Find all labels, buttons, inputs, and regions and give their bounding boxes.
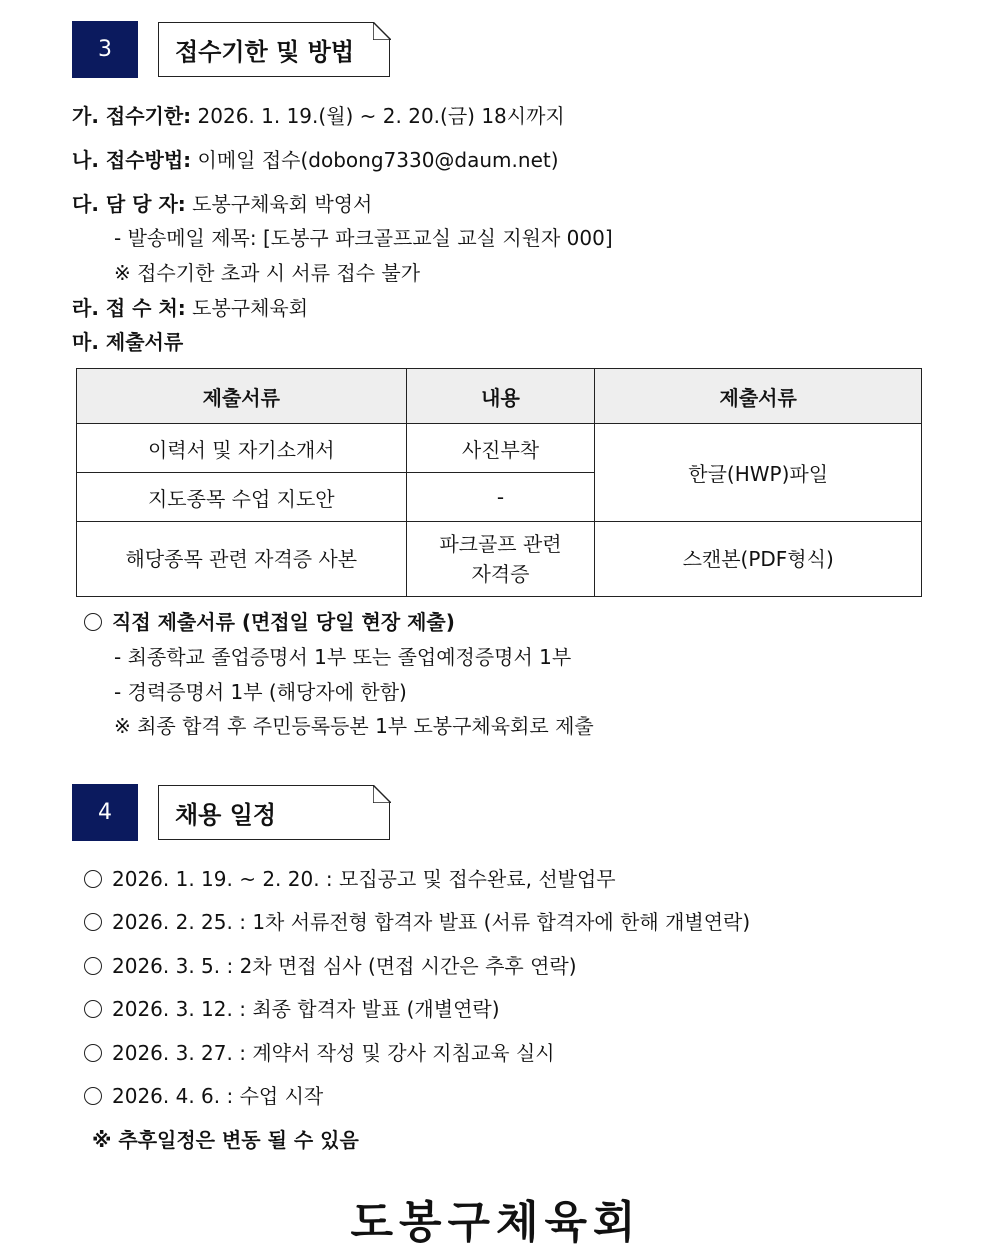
organization-footer: 도봉구체육회 — [350, 1197, 642, 1248]
table-row — [77, 424, 922, 473]
method-line — [72, 144, 559, 173]
circle-bullet-icon — [84, 870, 102, 888]
table-cell-document: 지도종목 수업 지도안 — [77, 473, 407, 522]
table-cell-format-shared: 한글(HWP)파일 — [595, 424, 922, 522]
circle-bullet-icon — [84, 913, 102, 931]
direct-submission-title — [84, 606, 455, 635]
schedule-item-text: 2026. 4. 6. : 수업 시작 — [112, 1084, 324, 1108]
content-line-2: 자격증 — [471, 562, 530, 586]
schedule-item — [84, 993, 500, 1022]
direct-item: ※ 최종 합격 후 주민등록등본 1부 도봉구체육회로 제출 — [114, 714, 594, 738]
circle-bullet-icon — [84, 1087, 102, 1105]
section-4-title-box — [158, 785, 390, 840]
circle-bullet-icon — [84, 1044, 102, 1062]
late-submission-note: ※ 접수기한 초과 시 서류 접수 불가 — [114, 261, 421, 285]
direct-item: - 경력증명서 1부 (해당자에 한함) — [114, 680, 407, 704]
section-3-title: 접수기한 및 방법 — [175, 38, 354, 66]
schedule-item-text: 2026. 3. 5. : 2차 면접 심사 (면접 시간은 추후 연락) — [112, 954, 577, 978]
email-subject-note: - 발송메일 제목: [도봉구 파크골프교실 교실 지원자 000] — [114, 226, 613, 250]
documents-heading — [72, 326, 183, 355]
table-header-document: 제출서류 — [77, 369, 407, 424]
deadline-value: 2026. 1. 19.(월) ~ 2. 20.(금) 18시까지 — [197, 104, 565, 128]
deadline-label: 가. 접수기한: — [72, 104, 192, 128]
direct-submission-title-text: 직접 제출서류 (면접일 당일 현장 제출) — [112, 610, 455, 634]
section-3-number: 3 — [72, 21, 138, 78]
circle-bullet-icon — [84, 613, 102, 631]
content-line-1: 파크골프 관련 — [439, 532, 562, 556]
method-value: 이메일 접수(dobong7330@daum.net) — [197, 148, 559, 172]
receiver-line — [72, 292, 308, 321]
method-label: 나. 접수방법: — [72, 148, 192, 172]
table-cell-content: 사진부착 — [406, 424, 595, 473]
table-header-format: 제출서류 — [595, 369, 922, 424]
receiver-label: 라. 접 수 처: — [72, 296, 186, 320]
section-4-title: 채용 일정 — [175, 801, 277, 829]
documents-table — [76, 368, 922, 597]
contact-line — [72, 188, 372, 217]
schedule-item — [84, 1080, 323, 1109]
schedule-item-text: 2026. 1. 19. ~ 2. 20. : 모집공고 및 접수완료, 선발업무 — [112, 867, 616, 891]
contact-value: 도봉구체육회 박영서 — [192, 192, 373, 216]
circle-bullet-icon — [84, 957, 102, 975]
folded-corner-icon — [373, 785, 391, 803]
schedule-item — [84, 950, 577, 979]
table-header-content: 내용 — [406, 369, 595, 424]
table-cell-content: - — [406, 473, 595, 522]
documents-label: 마. 제출서류 — [72, 330, 184, 354]
table-cell-document: 해당종목 관련 자격증 사본 — [77, 522, 407, 597]
schedule-item — [84, 906, 750, 935]
receiver-value: 도봉구체육회 — [192, 296, 309, 320]
schedule-item-text: 2026. 3. 12. : 최종 합격자 발표 (개별연락) — [112, 997, 500, 1021]
table-cell-format: 스캔본(PDF형식) — [595, 522, 922, 597]
deadline-line — [72, 100, 565, 129]
folded-corner-icon — [373, 22, 391, 40]
schedule-item-text: 2026. 3. 27. : 계약서 작성 및 강사 지침교육 실시 — [112, 1041, 555, 1065]
circle-bullet-icon — [84, 1000, 102, 1018]
table-header-row — [77, 369, 922, 424]
section-4-number: 4 — [72, 784, 138, 841]
table-cell-document: 이력서 및 자기소개서 — [77, 424, 407, 473]
direct-item: - 최종학교 졸업증명서 1부 또는 졸업예정증명서 1부 — [114, 645, 572, 669]
schedule-item-text: 2026. 2. 25. : 1차 서류전형 합격자 발표 (서류 합격자에 한해 개별연락) — [112, 910, 751, 934]
section-3-title-box — [158, 22, 390, 77]
schedule-item — [84, 1037, 555, 1066]
schedule-item — [84, 863, 616, 892]
contact-label: 다. 담 당 자: — [72, 192, 186, 216]
table-cell-content — [406, 522, 595, 597]
table-row — [77, 522, 922, 597]
schedule-change-note: ※ 추후일정은 변동 될 수 있음 — [92, 1128, 359, 1152]
